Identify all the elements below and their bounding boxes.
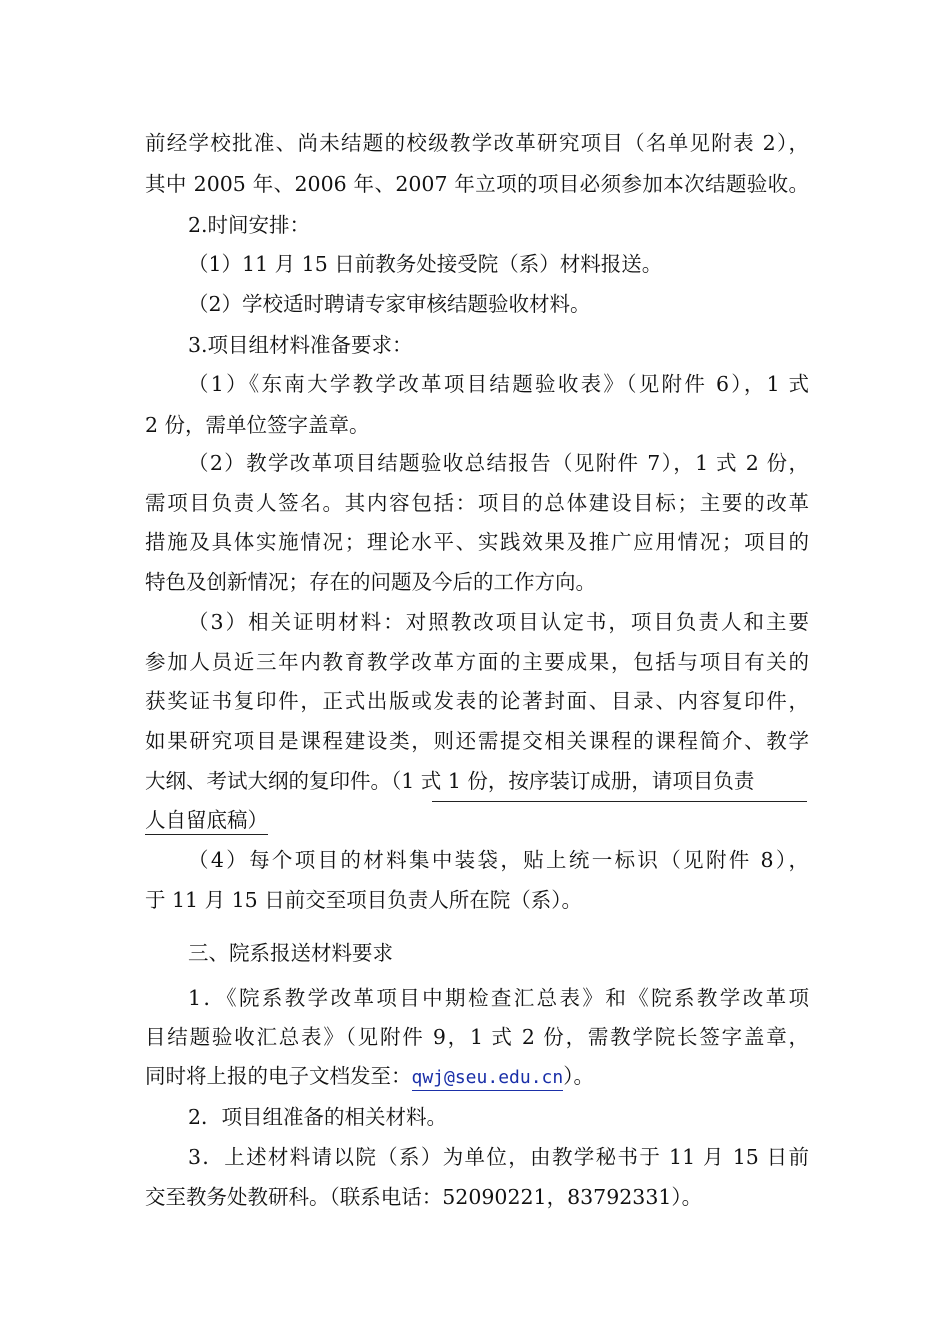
item-heading: 3.项目组材料准备要求： <box>188 333 413 357</box>
text-line: 目结题验收汇总表》（见附件 9，1 式 2 份，需教学院长签字盖章， <box>145 1025 809 1049</box>
email-link[interactable]: qwj@seu.edu.cn <box>412 1067 564 1091</box>
text-line: 1．《院系教学改革项目中期检查汇总表》和《院系教学改革项 <box>188 986 809 1010</box>
text-segment: 大纲、考试大纲的复印件。 <box>145 769 391 793</box>
text-line: （1）《东南大学教学改革项目结题验收表》（见附件 6），1 式 <box>188 372 809 396</box>
text-segment: 同时将上报的电子文档发至： <box>145 1064 412 1088</box>
text-line: 措施及具体实施情况；理论水平、实践效果及推广应用情况；项目的 <box>145 530 809 554</box>
section-heading: 三、院系报送材料要求 <box>188 941 393 965</box>
text-line: 3．上述材料请以院（系）为单位，由教学秘书于 11 月 15 日前 <box>188 1145 809 1169</box>
text-line: 于 11 月 15 日前交至项目负责人所在院（系）。 <box>145 888 582 912</box>
text-line: 需项目负责人签名。其内容包括：项目的总体建设目标；主要的改革 <box>145 491 809 515</box>
text-line <box>145 1061 809 1091</box>
text-line: 参加人员近三年内教育教学改革方面的主要成果，包括与项目有关的 <box>145 650 809 674</box>
text-line: 2．项目组准备的相关材料。 <box>188 1105 448 1129</box>
underlined-note: 人自留底稿） <box>145 808 268 835</box>
text-line: （3）相关证明材料：对照教改项目认定书，项目负责人和主要 <box>188 610 809 634</box>
text-line: 前经学校批准、尚未结题的校级教学改革研究项目（名单见附表 2）， <box>145 131 809 155</box>
text-line <box>145 766 809 796</box>
text-line <box>145 805 809 835</box>
text-line: （2）学校适时聘请专家审核结题验收材料。 <box>188 292 591 316</box>
text-segment: ）。 <box>563 1064 594 1088</box>
item-heading: 2.时间安排： <box>188 213 311 237</box>
underlined-note: （1 式 1 份，按序装订成册，请项目负责 <box>391 769 755 793</box>
underline-rule <box>432 801 807 802</box>
text-line: 如果研究项目是课程建设类，则还需提交相关课程的课程简介、教学 <box>145 729 809 753</box>
text-line: （4）每个项目的材料集中装袋，贴上统一标识（见附件 8）， <box>188 848 809 872</box>
text-line: （2）教学改革项目结题验收总结报告（见附件 7），1 式 2 份， <box>188 451 809 475</box>
text-line: 2 份，需单位签字盖章。 <box>145 413 370 437</box>
text-line: （1）11 月 15 日前教务处接受院（系）材料报送。 <box>188 252 663 276</box>
text-line: 获奖证书复印件，正式出版或发表的论著封面、目录、内容复印件， <box>145 689 809 713</box>
text-line: 特色及创新情况；存在的问题及今后的工作方向。 <box>145 570 596 594</box>
text-line: 其中 2005 年、2006 年、2007 年立项的项目必须参加本次结题验收。 <box>145 172 809 196</box>
text-line: 交至教务处教研科。（联系电话：52090221，83792331）。 <box>145 1185 703 1209</box>
